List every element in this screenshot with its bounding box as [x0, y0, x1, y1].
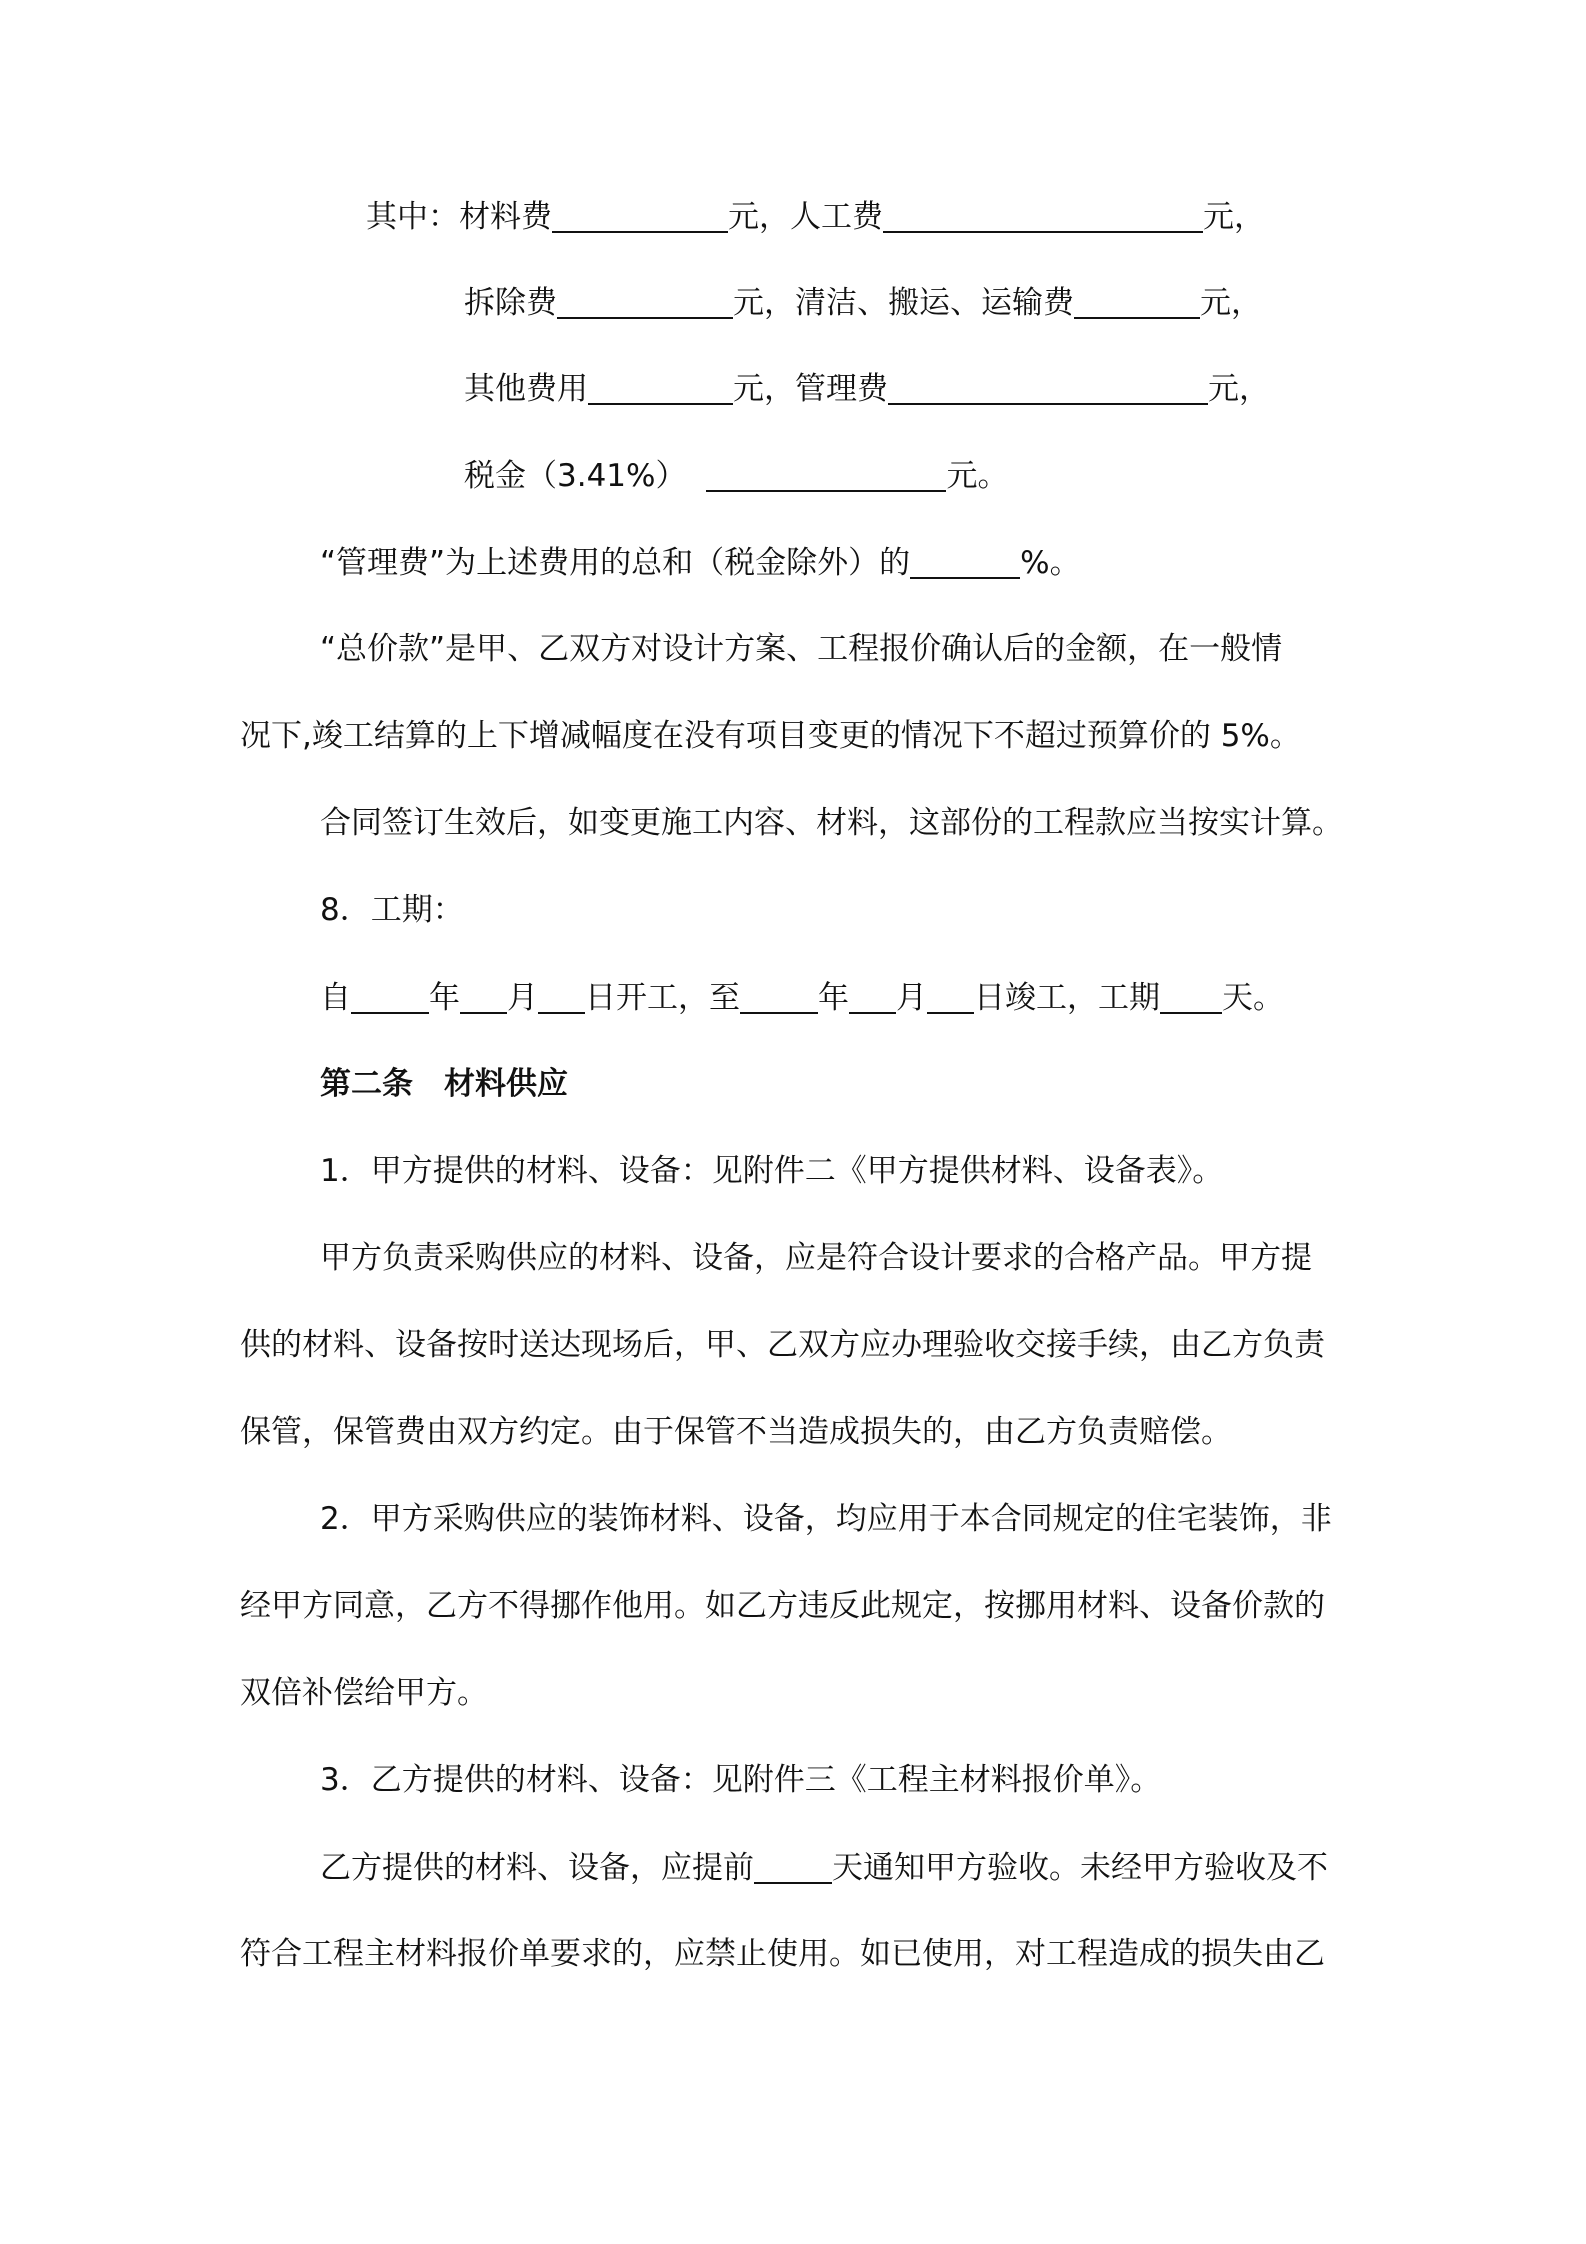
- management-fee-label: 管理费: [795, 371, 888, 407]
- demolition-fee-label: 拆除费: [464, 285, 557, 321]
- item-2-line-3: 双倍补偿给甲方。: [240, 1675, 488, 1711]
- item-1-para-line-3: 保管，保管费由双方约定。由于保管不当造成损失的，由乙方负责赔偿。: [240, 1414, 1232, 1450]
- cost-row-3: 其他费用 元，管理费 元，: [464, 371, 1270, 407]
- other-fee-blank[interactable]: [588, 373, 733, 405]
- item-3-para-line-2: 符合工程主材料报价单要求的，应禁止使用。如已使用，对工程造成的损失由乙: [240, 1936, 1325, 1972]
- total-price-line-1: “总价款”是甲、乙双方对设计方案、工程报价确认后的金额，在一般情: [320, 631, 1283, 667]
- period-line: 自 年 月 日开工，至 年 月 日竣工，工期 天。: [320, 980, 1284, 1016]
- item-3: 3．乙方提供的材料、设备：见附件三《工程主材料报价单》。: [320, 1762, 1162, 1798]
- cleaning-fee-label: 清洁、搬运、运输费: [795, 285, 1074, 321]
- tax-label: 税金（3.41%）: [464, 458, 687, 494]
- cost-row-1: 其中：材料费 元，人工费 元，: [366, 199, 1265, 235]
- total-price-line-2: 况下,竣工结算的上下增减幅度在没有项目变更的情况下不超过预算价的 5%。: [240, 718, 1301, 754]
- material-fee-blank[interactable]: [552, 201, 728, 233]
- material-fee-label: 材料费: [459, 199, 552, 235]
- item-1-para-line-1: 甲方负责采购供应的材料、设备，应是符合设计要求的合格产品。甲方提: [320, 1240, 1312, 1276]
- cost-row-4: 税金（3.41%） 元。: [464, 458, 1009, 494]
- tax-blank[interactable]: [706, 460, 946, 492]
- notice-days-blank[interactable]: [754, 1852, 832, 1884]
- item-3-para-line-1: 乙方提供的材料、设备，应提前 天通知甲方验收。未经甲方验收及不: [320, 1850, 1328, 1886]
- end-day-blank[interactable]: [927, 982, 974, 1014]
- item-2-line-2: 经甲方同意，乙方不得挪作他用。如乙方违反此规定，按挪用材料、设备价款的: [240, 1588, 1325, 1624]
- item-1-para-line-2: 供的材料、设备按时送达现场后，甲、乙双方应办理验收交接手续，由乙方负责: [240, 1327, 1325, 1363]
- cleaning-fee-blank[interactable]: [1074, 287, 1200, 319]
- end-month-blank[interactable]: [849, 982, 896, 1014]
- item-2-line-1: 2．甲方采购供应的装饰材料、设备，均应用于本合同规定的住宅装饰，非: [320, 1501, 1332, 1537]
- demolition-fee-blank[interactable]: [557, 287, 733, 319]
- labor-fee-label: 人工费: [790, 199, 883, 235]
- cost-prefix: 其中：: [366, 199, 459, 235]
- labor-fee-blank[interactable]: [883, 201, 1203, 233]
- start-year-blank[interactable]: [351, 982, 429, 1014]
- start-month-blank[interactable]: [460, 982, 507, 1014]
- item-1: 1．甲方提供的材料、设备：见附件二《甲方提供材料、设备表》。: [320, 1153, 1224, 1189]
- article-2-heading: 第二条 材料供应: [320, 1066, 568, 1102]
- period-days-blank[interactable]: [1160, 982, 1222, 1014]
- period-heading: 8．工期：: [320, 892, 464, 928]
- start-day-blank[interactable]: [538, 982, 585, 1014]
- cost-row-2: 拆除费 元，清洁、搬运、运输费 元，: [464, 285, 1262, 321]
- end-year-blank[interactable]: [740, 982, 818, 1014]
- management-percent-blank[interactable]: [910, 547, 1020, 579]
- contract-change-line: 合同签订生效后，如变更施工内容、材料，这部份的工程款应当按实计算。: [320, 805, 1343, 841]
- management-fee-blank[interactable]: [888, 373, 1208, 405]
- management-note: “管理费”为上述费用的总和（税金除外）的 %。: [320, 545, 1081, 581]
- other-fee-label: 其他费用: [464, 371, 588, 407]
